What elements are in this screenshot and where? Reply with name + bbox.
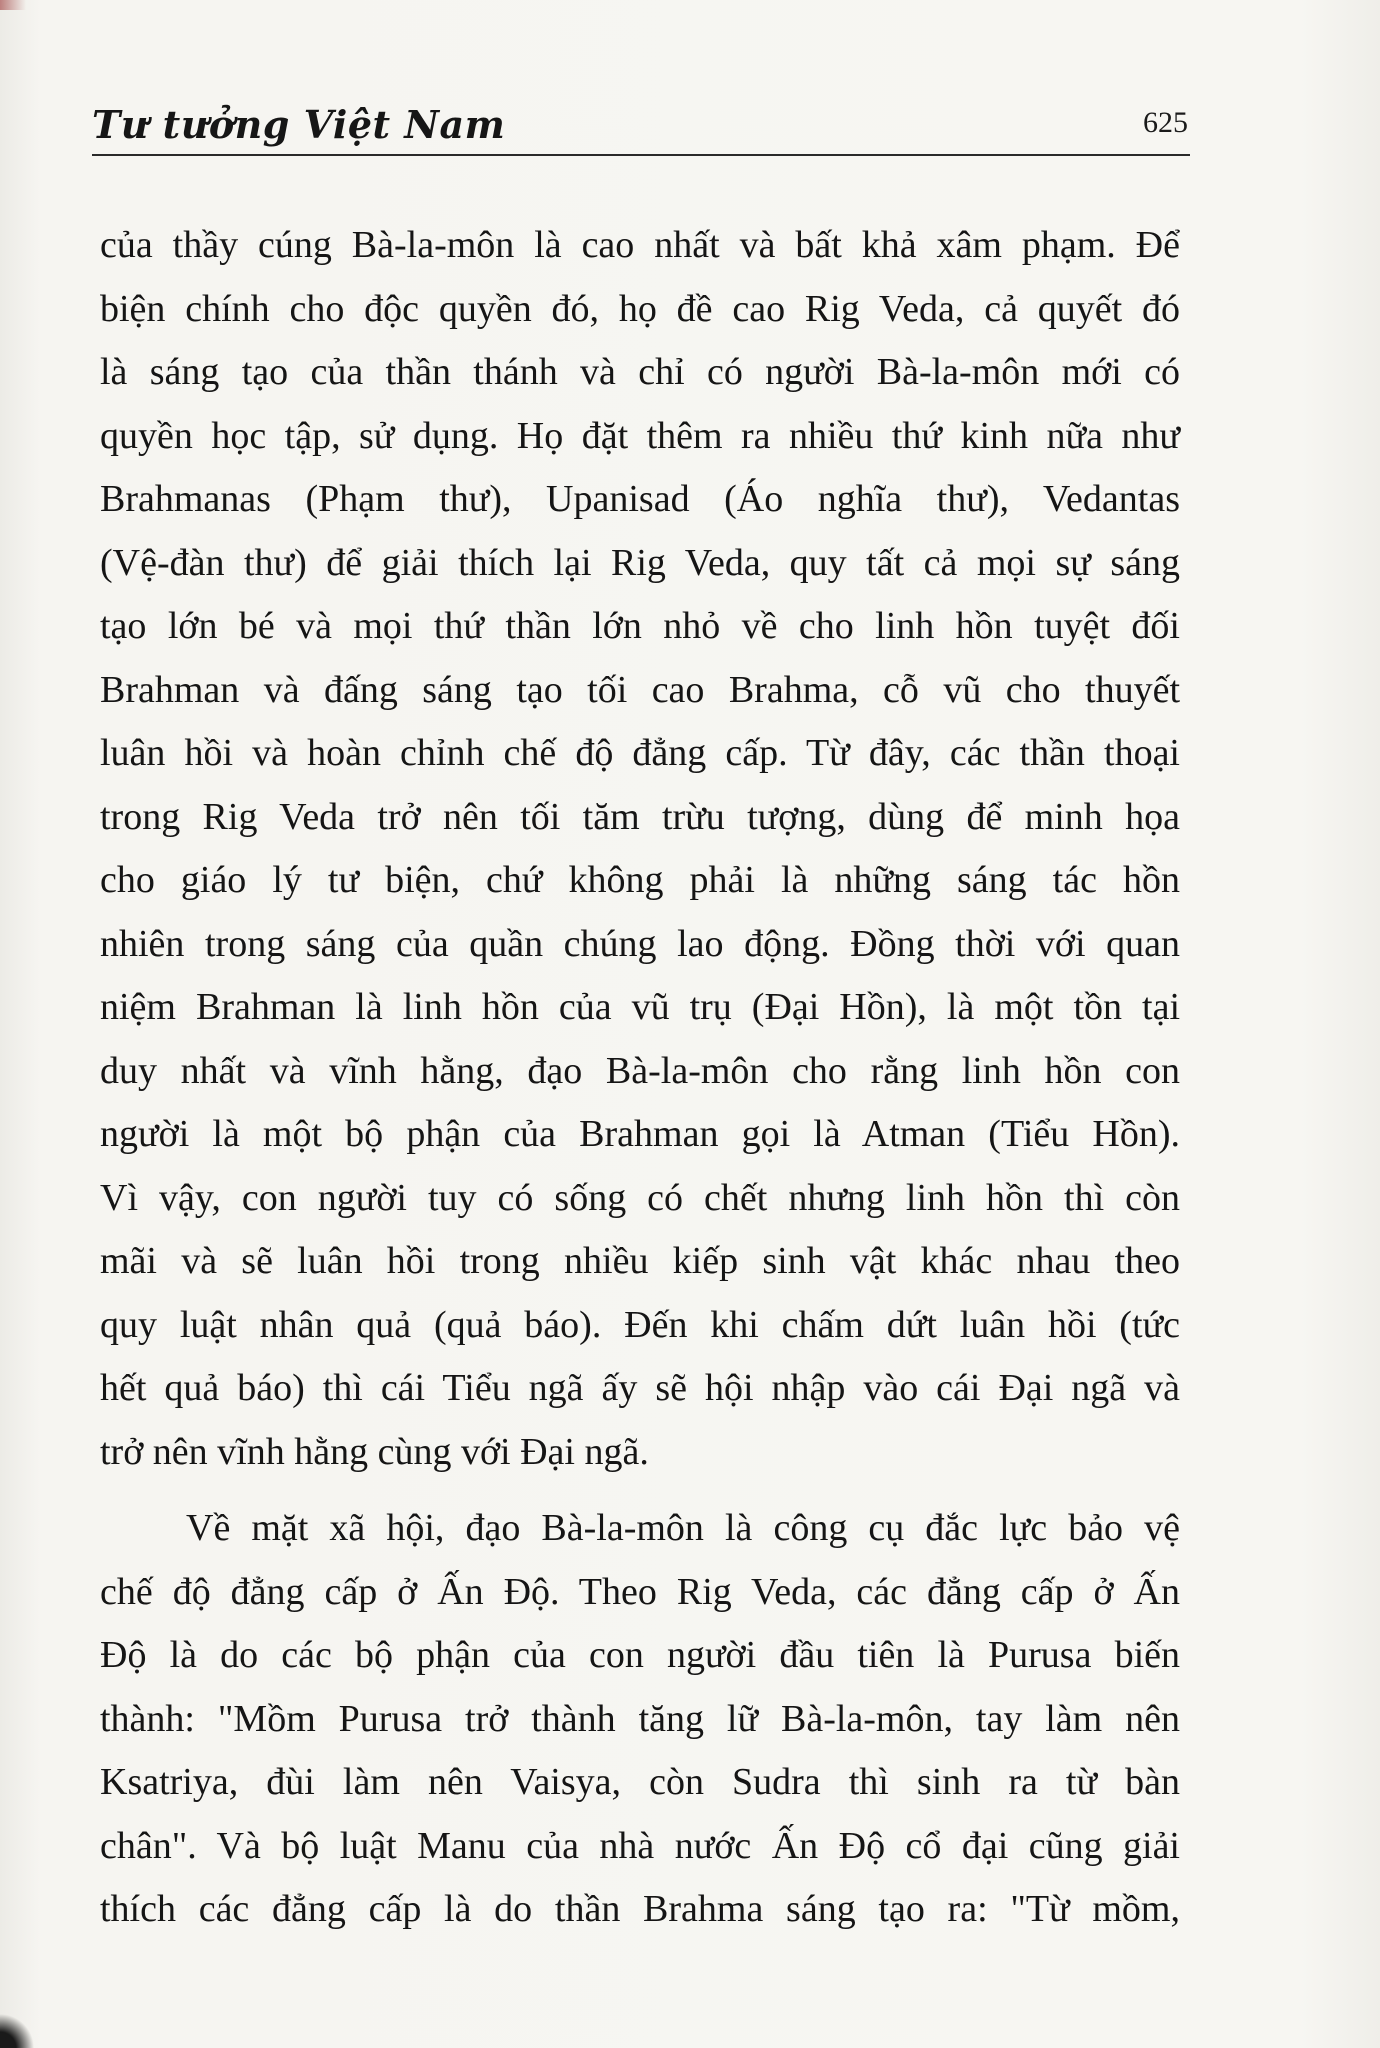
text-line: thích các đẳng cấp là do thần Brahma sáng tạo ra: "Từ mồm,: [100, 1888, 1180, 1930]
running-title: Tư tưởng Việt Nam: [92, 102, 506, 147]
page-number: 625: [1143, 106, 1188, 139]
text-line: của thầy cúng Bà-la-môn là cao nhất và bất khả xâm phạm. Để: [100, 224, 1180, 266]
text-line: cho giáo lý tư biện, chứ không phải là những sáng tác hồn: [100, 859, 1180, 901]
text-line: tạo lớn bé và mọi thứ thần lớn nhỏ về cho linh hồn tuyệt đối: [100, 605, 1180, 647]
text-line: mãi và sẽ luân hồi trong nhiều kiếp sinh vật khác nhau theo: [100, 1240, 1180, 1282]
text-line: chế độ đẳng cấp ở Ấn Độ. Theo Rig Veda, các đẳng cấp ở Ấn: [100, 1570, 1180, 1613]
text-line: chân". Và bộ luật Manu của nhà nước Ấn Độ cổ đại cũng giải: [100, 1824, 1180, 1867]
paragraph-gap: [100, 1484, 1180, 1497]
paragraph: [100, 214, 1180, 1484]
text-line: thành: "Mồm Purusa trở thành tăng lữ Bà-la-môn, tay làm nên: [100, 1697, 1180, 1740]
text-line: luân hồi và hoàn chỉnh chế độ đẳng cấp. Từ đây, các thần thoại: [100, 732, 1180, 774]
page-edge-mark: [0, 0, 26, 10]
body-text: [100, 214, 1180, 1942]
page-header: [92, 88, 1188, 158]
paragraph: [100, 1497, 1180, 1942]
text-line: Vì vậy, con người tuy có sống có chết nhưng linh hồn thì còn: [100, 1176, 1180, 1219]
text-line: Brahmanas (Phạm thư), Upanisad (Áo nghĩa thư), Vedantas: [100, 478, 1180, 520]
text-line: người là một bộ phận của Brahman gọi là Atman (Tiểu Hồn).: [100, 1113, 1180, 1155]
text-line: quyền học tập, sử dụng. Họ đặt thêm ra nhiều thứ kinh nữa như: [100, 414, 1180, 457]
page-corner-shadow: [0, 2010, 40, 2048]
text-line: Brahman và đấng sáng tạo tối cao Brahma, cỗ vũ cho thuyết: [100, 668, 1180, 711]
text-line: Về mặt xã hội, đạo Bà-la-môn là công cụ đắc lực bảo vệ: [186, 1507, 1180, 1549]
text-line: trở nên vĩnh hằng cùng với Đại ngã.: [100, 1430, 649, 1473]
text-line: là sáng tạo của thần thánh và chỉ có người Bà-la-môn mới có: [100, 351, 1180, 393]
header-rule: [92, 154, 1190, 156]
text-line: Ksatriya, đùi làm nên Vaisya, còn Sudra thì sinh ra từ bàn: [100, 1761, 1180, 1803]
text-line: nhiên trong sáng của quần chúng lao động. Đồng thời với quan: [100, 922, 1180, 965]
text-line: niệm Brahman là linh hồn của vũ trụ (Đại Hồn), là một tồn tại: [100, 986, 1180, 1028]
text-line: biện chính cho độc quyền đó, họ đề cao Rig Veda, cả quyết đó: [100, 287, 1180, 330]
text-line: hết quả báo) thì cái Tiểu ngã ấy sẽ hội nhập vào cái Đại ngã và: [100, 1367, 1180, 1409]
text-line: (Vệ-đàn thư) để giải thích lại Rig Veda, quy tất cả mọi sự sáng: [100, 541, 1180, 584]
text-line: Độ là do các bộ phận của con người đầu tiên là Purusa biến: [100, 1634, 1180, 1676]
text-line: duy nhất và vĩnh hằng, đạo Bà-la-môn cho rằng linh hồn con: [100, 1049, 1180, 1092]
text-line: quy luật nhân quả (quả báo). Đến khi chấm dứt luân hồi (tức: [100, 1303, 1180, 1346]
text-line: trong Rig Veda trở nên tối tăm trừu tượng, dùng để minh họa: [100, 795, 1180, 838]
